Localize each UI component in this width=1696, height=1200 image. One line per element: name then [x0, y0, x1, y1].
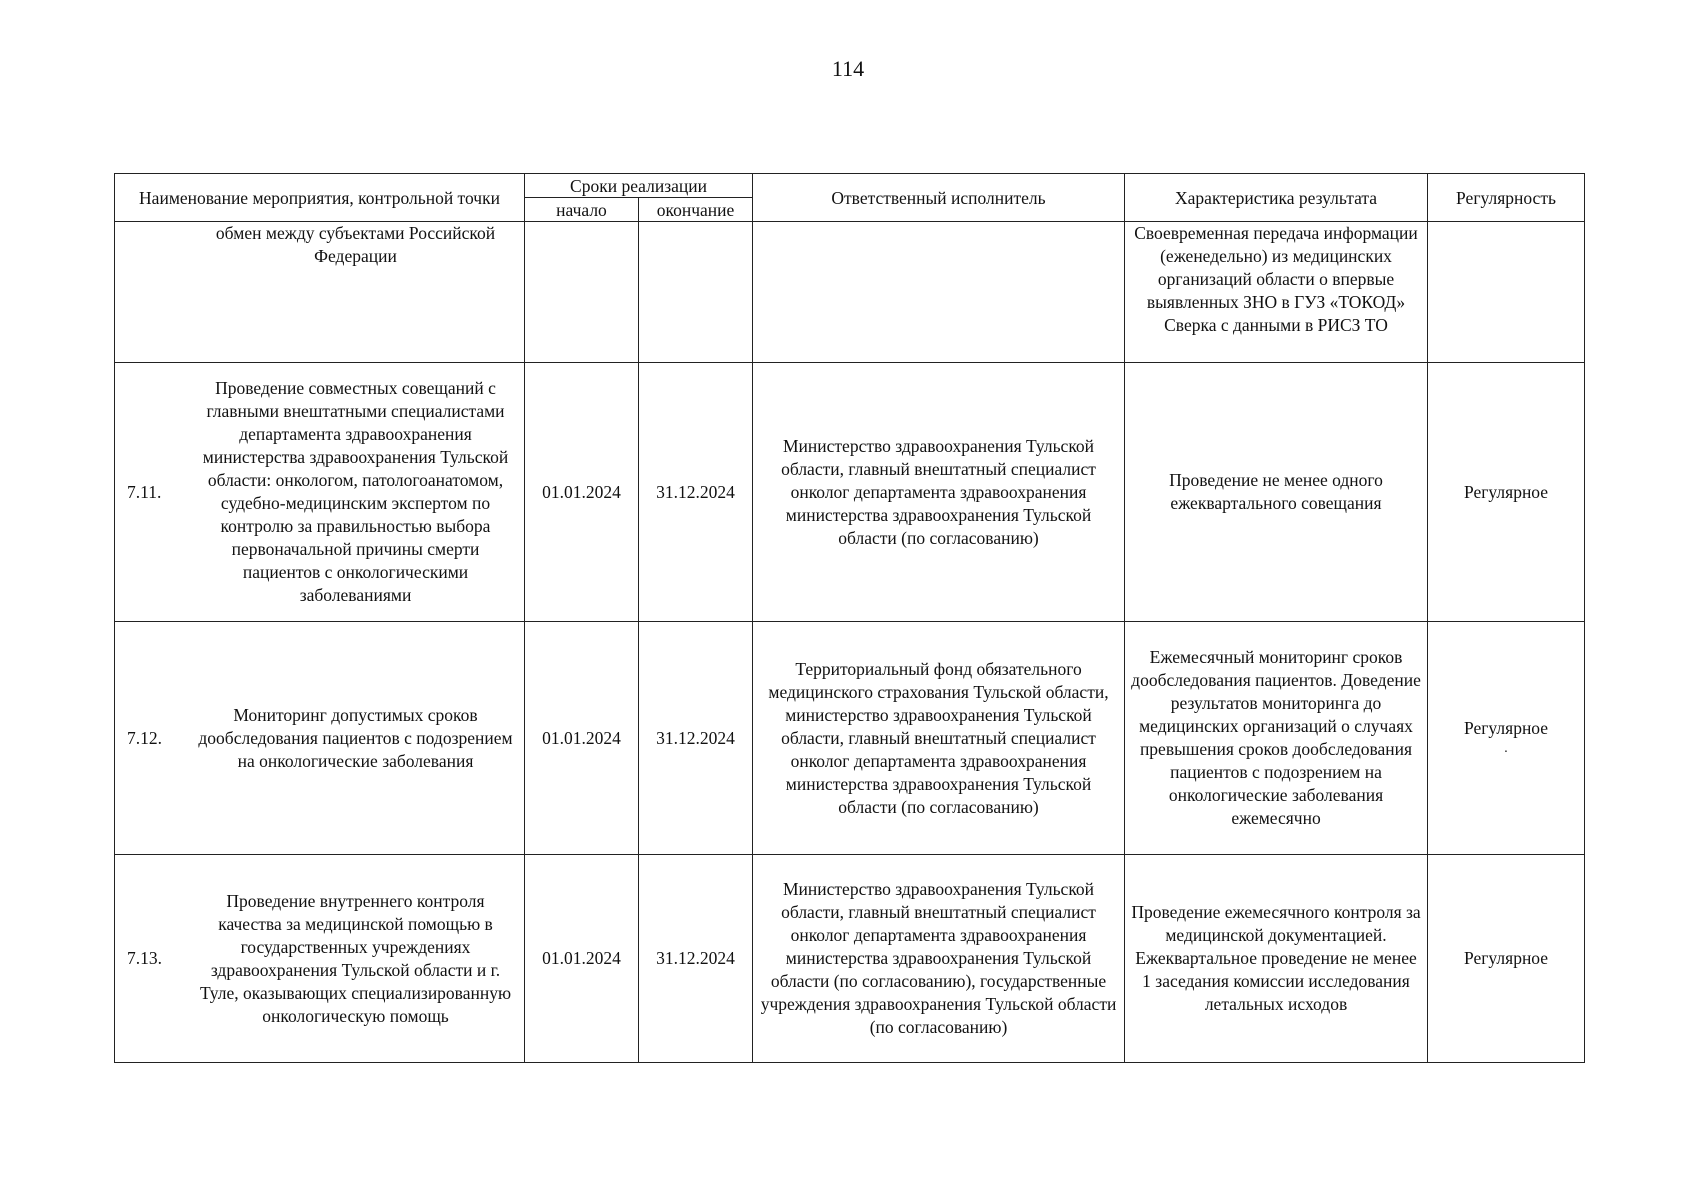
cell-regularity: [1428, 622, 1585, 855]
header-name: Наименование мероприятия, контрольной точки: [115, 174, 525, 222]
header-end: окончание: [639, 198, 753, 222]
cell-start: 01.01.2024: [525, 622, 639, 855]
action-plan-table: [114, 173, 1585, 1063]
cell-end: [639, 222, 753, 363]
table-row: [115, 222, 1585, 363]
cell-name: [115, 363, 525, 622]
cell-name: [115, 222, 525, 363]
header-terms: Сроки реализации: [525, 174, 753, 198]
cell-start: [525, 222, 639, 363]
cell-executor: Министерство здравоохранения Тульской области, главный внештатный специалист онколог департамента здравоохранения министерства здравоохранения Тульской области (по согласованию): [753, 363, 1125, 622]
cell-regularity: Регулярное: [1428, 855, 1585, 1063]
cell-num: 7.11.: [127, 481, 162, 502]
page-number: 114: [831, 56, 865, 81]
cell-name-text: Мониторинг допустимых сроков дообследования пациентов с подозрением на онкологические заболевания: [198, 704, 513, 771]
cell-num: 7.13.: [127, 948, 162, 968]
cell-num: 7.12.: [127, 727, 162, 748]
table-row: [115, 363, 1585, 622]
table-header-row: [115, 174, 1585, 198]
cell-end: 31.12.2024: [639, 855, 753, 1063]
header-start: начало: [525, 198, 639, 222]
cell-regularity: Регулярное: [1428, 363, 1585, 622]
cell-end: 31.12.2024: [639, 622, 753, 855]
cell-name: [115, 855, 525, 1063]
cell-regularity: [1428, 222, 1585, 363]
cell-result: Проведение ежемесячного контроля за медицинской документацией. Ежеквартальное проведение не менее 1 заседания комиссии исследования летальных исходов: [1125, 855, 1428, 1063]
cell-start: 01.01.2024: [525, 363, 639, 622]
header-result: Характеристика результата: [1125, 174, 1428, 222]
cell-result: Своевременная передача информации (еженедельно) из медицинских организаций области о впервые выявленных ЗНО в ГУЗ «ТОКОД» Сверка с данными в РИСЗ ТО: [1125, 222, 1428, 363]
cell-regularity-text: Регулярное: [1463, 717, 1549, 738]
cell-name: [115, 622, 525, 855]
stray-dot: ·: [1503, 744, 1509, 760]
cell-executor: Территориальный фонд обязательного медицинского страхования Тульской области, министерство здравоохранения Тульской области, главный внештатный специалист онколог департамента здравоохранения министерства здравоохранения Тульской области (по согласованию): [753, 622, 1125, 855]
cell-executor: [753, 222, 1125, 363]
cell-result: Ежемесячный мониторинг сроков дообследования пациентов. Доведение результатов мониторинга до медицинских организаций о случаях превышения сроков дообследования пациентов с подозрением на онкологические заболевания ежемесячно: [1125, 622, 1428, 855]
cell-executor: Министерство здравоохранения Тульской области, главный внештатный специалист онколог департамента здравоохранения министерства здравоохранения Тульской области (по согласованию), государственные учреждения здравоохранения Тульской области (по согласованию): [753, 855, 1125, 1063]
cell-result: Проведение не менее одного ежеквартального совещания: [1125, 363, 1428, 622]
header-executor: Ответственный исполнитель: [753, 174, 1125, 222]
header-regularity: Регулярность: [1428, 174, 1585, 222]
cell-name-text: Проведение совместных совещаний с главными внештатными специалистами департамента здравоохранения министерства здравоохранения Тульской области: онкологом, патологоанатомом, судебно-медицинским экспертом по контролю за правильностью выбора первоначальной причины смерти пациентов с онкологическими заболеваниями: [202, 378, 509, 605]
table-row: [115, 855, 1585, 1063]
cell-name-text: обмен между субъектами Российской Федерации: [215, 223, 496, 266]
cell-start: 01.01.2024: [525, 855, 639, 1063]
cell-name-text: Проведение внутреннего контроля качества за медицинской помощью в государственных учреждениях здравоохранения Тульской области и г. Туле, оказывающих специализированную онкологическую помощь: [199, 890, 512, 1026]
cell-end: 31.12.2024: [639, 363, 753, 622]
table-row: [115, 622, 1585, 855]
